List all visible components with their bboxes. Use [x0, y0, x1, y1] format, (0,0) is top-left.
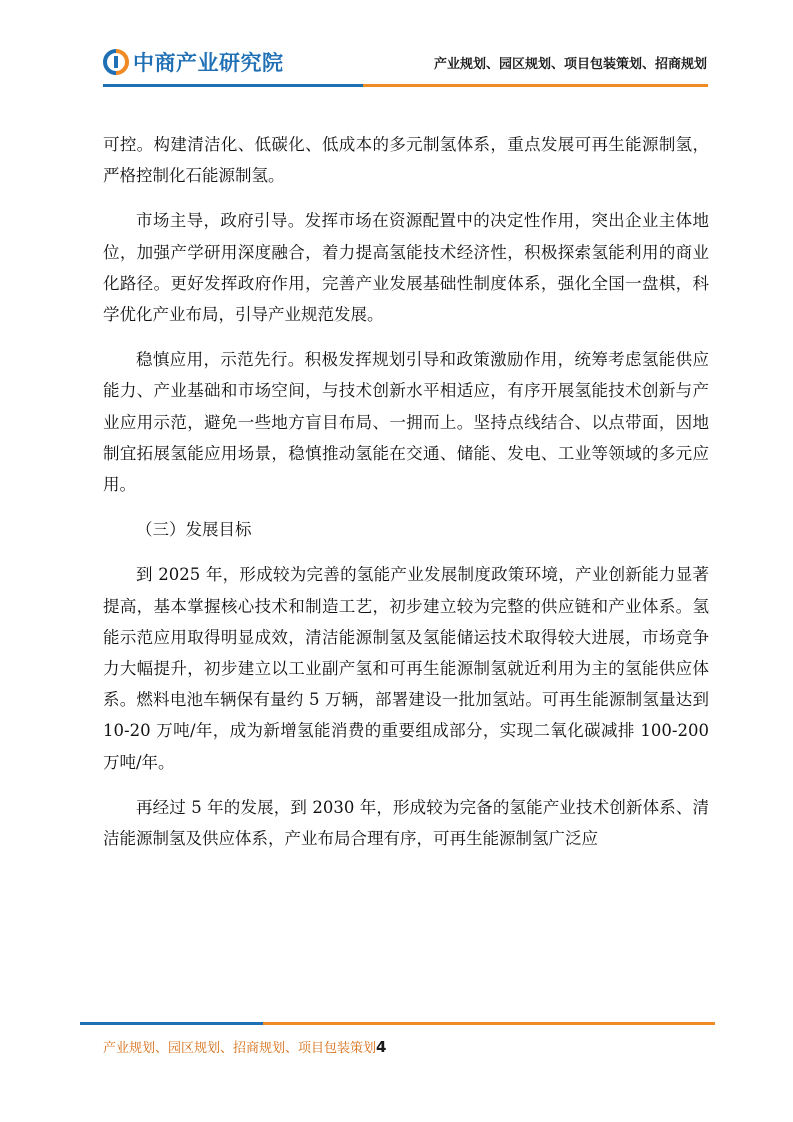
page-header	[0, 0, 793, 92]
logo-text: 中商产业研究院	[133, 51, 284, 75]
footer-divider-blue	[80, 1022, 263, 1025]
header-tagline: 产业规划、园区规划、项目包装策划、招商规划	[433, 57, 707, 72]
page-number: 4	[376, 1038, 387, 1056]
header-divider-blue	[103, 84, 363, 87]
footer-tagline: 产业规划、园区规划、招商规划、项目包装策划	[103, 1041, 377, 1056]
document-body	[103, 129, 709, 868]
header-divider-orange	[363, 84, 708, 87]
page-footer	[103, 1037, 386, 1056]
zhongshang-logo-icon	[103, 49, 129, 75]
paragraph-2030-goals: 再经过 5 年的发展，到 2030 年，形成较为完备的氢能产业技术创新体系、清洁能源制氢及供应体系，产业布局合理有序，可再生能源制氢广泛应	[103, 797, 709, 849]
logo	[103, 47, 284, 77]
section-heading-goals: （三）发展目标	[136, 520, 252, 540]
paragraph-prudent-application: 稳慎应用，示范先行。积极发挥规划引导和政策激励作用，统筹考虑氢能供应能力、产业基础和市场空间，与技术创新水平相适应，有序开展氢能技术创新与产业应用示范，避免一些地方盲目布局、一拥而上。坚持点线结合、以点带面，因地制宜拓展氢能应用场景，稳慎推动氢能在交通、储能、发电、工业等领域的多元应用。	[103, 350, 709, 495]
paragraph-2025-goals: 到 2025 年，形成较为完善的氢能产业发展制度政策环境，产业创新能力显著提高，基本掌握核心技术和制造工艺，初步建立较为完整的供应链和产业体系。氢能示范应用取得明显成效，清洁能源制氢及氢能储运技术取得较大进展，市场竞争力大幅提升，初步建立以工业副产氢和可再生能源制氢就近利用为主的氢能供应体系。燃料电池车辆保有量约 5 万辆，部署建设一批加氢站。可再生能源制氢量达到 10-20 万吨/年，成为新增氢能消费的重要组成部分，实现二氧化碳减排 100-200 万吨/年。	[103, 565, 709, 772]
paragraph-continued: 可控。构建清洁化、低碳化、低成本的多元制氢体系，重点发展可再生能源制氢，严格控制化石能源制氢。	[103, 135, 709, 186]
paragraph-market-led: 市场主导，政府引导。发挥市场在资源配置中的决定性作用，突出企业主体地位，加强产学研用深度融合，着力提高氢能技术经济性，积极探索氢能利用的商业化路径。更好发挥政府作用，完善产业发展基础性制度体系，强化全国一盘棋，科学优化产业布局，引导产业规范发展。	[103, 211, 709, 325]
footer-divider-orange	[263, 1022, 715, 1025]
